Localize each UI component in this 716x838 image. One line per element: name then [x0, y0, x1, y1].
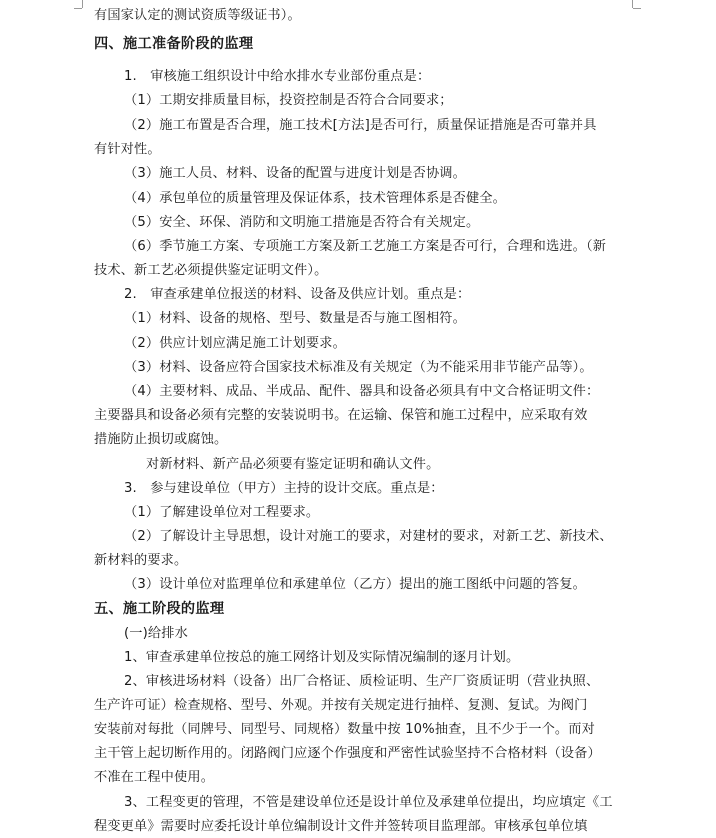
text-line: （5）安全、环保、消防和文明施工措施是否符合有关规定。 [124, 215, 480, 230]
text-line: 技术、新工艺必须提供鉴定证明文件）。 [94, 263, 328, 278]
text-line: 程变更单》需要时应委托设计单位编制设计文件并签转项目监理部。审核承包单位填 [94, 819, 588, 834]
text-line: （2）施工布置是否合理，施工技术[方法]是否可行，质量保证措施是否可靠并具 [124, 118, 597, 133]
margin-mark-left-h [74, 8, 82, 9]
text-line: 1. 审核施工组织设计中给水排水专业部份重点是： [124, 69, 431, 84]
text-line: 生产许可证）检查规格、型号、外观。并按有关规定进行抽样、复测、复试。为阀门 [94, 698, 588, 713]
text-line: 新材料的要求。 [94, 553, 188, 568]
text-line: （4）承包单位的质量管理及保证体系，技术管理体系是否健全。 [124, 191, 506, 206]
text-line: 3、工程变更的管理，不管是建设单位还是设计单位及承建单位提出，均应填定《工 [124, 795, 613, 810]
text-line: 2. 审查承建单位报送的材料、设备及供应计划。重点是： [124, 287, 471, 302]
margin-mark-left [82, 0, 83, 8]
text-line: 3. 参与建设单位（甲方）主持的设计交底。重点是： [124, 481, 444, 496]
text-line: （3）设计单位对监理单位和承建单位（乙方）提出的施工图纸中问题的答复。 [124, 577, 587, 592]
text-line: 主要器具和设备必须有完整的安装说明书。在运输、保管和施工过程中，应采取有效 [94, 408, 588, 423]
margin-mark-right-h [633, 8, 641, 9]
text-line: （1）了解建设单位对工程要求。 [124, 505, 320, 520]
text-line: (一)给排水 [124, 626, 188, 641]
text-line: 安装前对每批（同牌号、同型号、同规格）数量中按 10%抽查，且不少于一个。而对 [94, 722, 595, 737]
text-line: 1、审查承建单位按总的施工网络计划及实际情况编制的逐月计划。 [124, 650, 520, 665]
text-line: 对新材料、新产品必须要有鉴定证明和确认文件。 [146, 457, 440, 472]
text-line: （2）了解设计主导思想，设计对施工的要求，对建材的要求，对新工艺、新技术、 [124, 529, 613, 544]
section-heading: 五、施工阶段的监理 [94, 601, 225, 617]
text-line: （1）材料、设备的规格、型号、数量是否与施工图相符。 [124, 311, 466, 326]
text-line: 不准在工程中使用。 [94, 770, 215, 785]
text-line: （1）工期安排质量目标，投资控制是否符合合同要求； [124, 93, 453, 108]
text-line: （3）施工人员、材料、设备的配置与进度计划是否协调。 [124, 166, 466, 181]
text-line: 有国家认定的测试资质等级证书）。 [94, 8, 301, 23]
text-line: （4）主要材料、成品、半成品、配件、器具和设备必须具有中文合格证明文件： [124, 384, 600, 399]
section-heading: 四、施工准备阶段的监理 [94, 36, 254, 52]
text-line: （3）材料、设备应符合国家技术标准及有关规定（为不能采用非节能产品等）。 [124, 360, 593, 375]
text-line: 有针对性。 [94, 142, 161, 157]
text-line: （2）供应计划应满足施工计划要求。 [124, 336, 346, 351]
text-line: 主干管上起切断作用的。闭路阀门应逐个作强度和严密性试验坚持不合格材料（设备） [94, 746, 601, 761]
text-line: 措施防止损切或腐蚀。 [94, 432, 228, 447]
text-line: 2、审核进场材料（设备）出厂合格证、质检证明、生产厂资质证明（营业执照、 [124, 674, 600, 689]
text-line: （6）季节施工方案、专项施工方案及新工艺施工方案是否可行，合理和选进。（新 [124, 239, 607, 254]
